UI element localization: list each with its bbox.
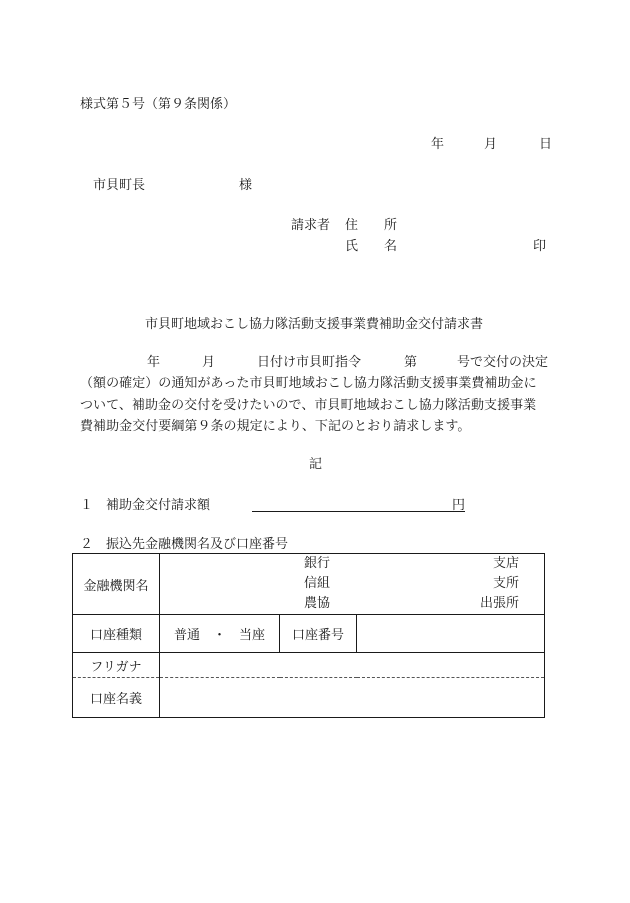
institution-field: [160, 554, 545, 615]
institution-row: [73, 554, 545, 615]
inst-type-shinkumi: 信組: [304, 576, 331, 591]
furigana-row: [73, 653, 545, 678]
body-line-3: ついて、補助金の交付を受けたいので、市貝町地域おこし協力隊活動支援事業: [80, 397, 537, 413]
item2-number: ２: [80, 537, 94, 552]
item2-label: 振込先金融機関名及び口座番号: [106, 537, 289, 552]
body-paragraph: [80, 373, 553, 438]
branch-type-shutchojo: 出張所: [480, 596, 520, 611]
account-holder-row: [73, 678, 545, 718]
item1-label: 補助金交付請求額: [106, 498, 211, 513]
amount-underline: [252, 511, 465, 512]
account-number-label: 口座番号: [280, 615, 357, 653]
seal-mark: 印: [533, 239, 547, 254]
branch-type-shisho: 支所: [493, 576, 520, 591]
document-title: 市貝町地域おこし協力隊活動支援事業費補助金交付請求書: [145, 317, 484, 332]
account-holder-field: [160, 678, 545, 718]
branch-type-shiten: 支店: [493, 556, 520, 571]
account-type-label: 口座種類: [73, 615, 160, 653]
institution-label: 金融機関名: [73, 554, 160, 615]
body-year: 年: [147, 355, 161, 370]
account-type-row: [73, 615, 545, 653]
account-holder-label: 口座名義: [73, 678, 160, 718]
body-line-4: 費補助金交付要綱第９条の規定により、下記のとおり請求します。: [80, 419, 471, 434]
inst-type-bank: 銀行: [304, 556, 331, 571]
date-year: 年: [431, 137, 445, 152]
body-month: 月: [202, 355, 216, 370]
addressee-honorific: 様: [239, 178, 253, 193]
date-day: 日: [539, 137, 553, 152]
bank-table: [72, 553, 545, 718]
addressee-title: 市貝町長: [93, 178, 146, 193]
applicant-label: 請求者: [291, 218, 331, 233]
body-line-2: （額の確定）の通知があった市貝町地域おこし協力隊活動支援事業費補助金に: [80, 376, 537, 391]
body-date-attached: 日付け市貝町指令: [257, 355, 362, 370]
applicant-address-label: 住 所: [345, 218, 398, 233]
furigana-field: [160, 653, 545, 678]
furigana-label: フリガナ: [73, 653, 160, 678]
item1-number: １: [80, 498, 94, 513]
inst-type-nokyo: 農協: [304, 596, 331, 611]
date-month: 月: [484, 137, 498, 152]
applicant-name-label: 氏 名: [345, 239, 398, 254]
item1-unit: 円: [452, 498, 466, 513]
body-number-text: 号で交付の決定: [457, 355, 549, 370]
ki-heading: 記: [309, 457, 323, 472]
account-type-options: 普通 ・ 当座: [160, 615, 280, 653]
form-number: 様式第５号（第９条関係）: [80, 97, 237, 112]
body-dai: 第: [404, 355, 418, 370]
account-number-field: [357, 615, 545, 653]
